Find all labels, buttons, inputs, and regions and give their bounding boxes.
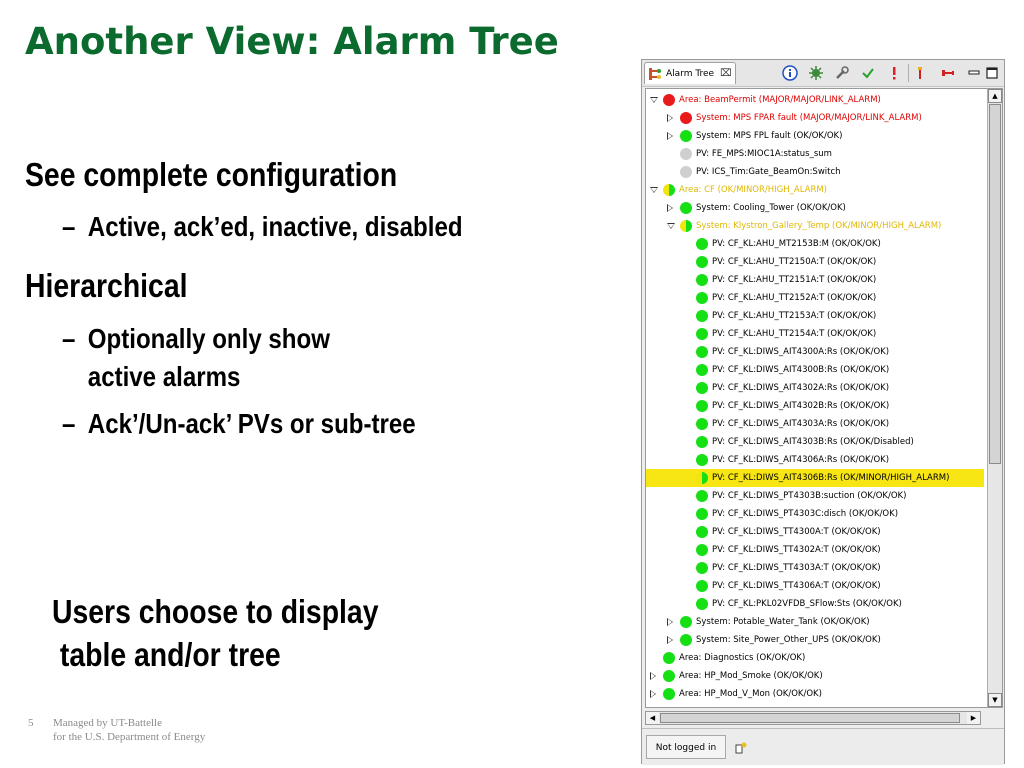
sub-bullet-optionally <box>62 320 330 358</box>
footer-line-1: Managed by UT-Battelle <box>53 717 162 729</box>
tree-row[interactable] <box>646 91 984 109</box>
scroll-down-icon[interactable]: ▼ <box>988 693 1002 707</box>
tree-row[interactable] <box>646 577 984 595</box>
status-green-icon <box>663 670 675 682</box>
tree-row[interactable] <box>646 649 984 667</box>
status-green-icon <box>696 562 708 574</box>
page-number: 5 <box>28 717 34 729</box>
link-icon[interactable] <box>940 65 956 81</box>
expand-icon[interactable] <box>667 618 673 626</box>
tree-row-label: PV: CF_KL:DIWS_AIT4300A:Rs (OK/OK/OK) <box>712 347 890 357</box>
status-green-icon <box>696 508 708 520</box>
collapse-icon[interactable] <box>650 187 658 193</box>
tree-row[interactable] <box>646 145 984 163</box>
tree-row[interactable] <box>646 361 984 379</box>
status-green-icon <box>696 328 708 340</box>
tree-row-label: PV: CF_KL:DIWS_AIT4300B:Rs (OK/OK/OK) <box>712 365 890 375</box>
status-green-icon <box>696 490 708 502</box>
login-status: Not logged in <box>646 735 726 759</box>
tree-row[interactable] <box>646 667 984 685</box>
tree-row-label: System: Klystron_Gallery_Temp (OK/MINOR/HIGH_ALARM) <box>696 221 942 231</box>
tree-row-label: PV: CF_KL:DIWS_AIT4303B:Rs (OK/OK/Disabled) <box>712 437 914 447</box>
tree-row[interactable] <box>646 217 984 235</box>
tree-row[interactable] <box>646 253 984 271</box>
tree-row[interactable] <box>646 505 984 523</box>
tree-row-label: Area: HP_Mod_V_Mon (OK/OK/OK) <box>679 689 822 699</box>
alarm-tree[interactable] <box>645 88 1003 708</box>
maximize-icon[interactable] <box>984 65 1000 81</box>
tree-row[interactable] <box>646 415 984 433</box>
tree-row-label: System: Site_Power_Other_UPS (OK/OK/OK) <box>696 635 881 645</box>
tree-row[interactable] <box>646 163 984 181</box>
tree-row-label: System: Potable_Water_Tank (OK/OK/OK) <box>696 617 870 627</box>
tree-row[interactable] <box>646 343 984 361</box>
dash-marker: – <box>62 211 76 242</box>
tree-row[interactable] <box>646 379 984 397</box>
callout-text <box>52 590 378 676</box>
tree-row-label: PV: CF_KL:AHU_TT2152A:T (OK/OK/OK) <box>712 293 877 303</box>
status-red-icon <box>680 112 692 124</box>
wrench-icon[interactable] <box>834 65 850 81</box>
dash-marker: – <box>62 408 76 439</box>
sub-bullet-ack-unack <box>62 405 416 443</box>
tree-row-label: PV: CF_KL:DIWS_TT4300A:T (OK/OK/OK) <box>712 527 881 537</box>
status-gray-icon <box>680 148 692 160</box>
status-yellow-half-icon <box>696 472 708 484</box>
status-green-icon <box>696 454 708 466</box>
status-green-icon <box>680 202 692 214</box>
tree-row-label: PV: CF_KL:DIWS_AIT4302A:Rs (OK/OK/OK) <box>712 383 890 393</box>
dash-marker: – <box>62 323 76 354</box>
bullet-hierarchical: Hierarchical <box>25 267 188 304</box>
tree-row-label: PV: CF_KL:DIWS_PT4303C:disch (OK/OK/OK) <box>712 509 899 519</box>
tree-row-label: System: MPS FPL fault (OK/OK/OK) <box>696 131 843 141</box>
tree-row-label: PV: CF_KL:DIWS_AIT4306A:Rs (OK/OK/OK) <box>712 455 890 465</box>
tree-row[interactable] <box>646 109 984 127</box>
tree-row[interactable] <box>646 433 984 451</box>
status-green-icon <box>696 274 708 286</box>
tree-row[interactable] <box>646 289 984 307</box>
status-green-icon <box>696 238 708 250</box>
collapse-icon[interactable] <box>667 223 675 229</box>
tree-row-label: PV: CF_KL:DIWS_AIT4302B:Rs (OK/OK/OK) <box>712 401 890 411</box>
status-green-icon <box>696 400 708 412</box>
tree-row-label: Area: BeamPermit (MAJOR/MAJOR/LINK_ALARM) <box>679 95 881 105</box>
callout-line-2: table and/or tree <box>52 636 281 673</box>
sub-bullet-text: Optionally only show <box>87 323 330 354</box>
tree-row-label: System: Cooling_Tower (OK/OK/OK) <box>696 203 846 213</box>
scroll-left-icon[interactable]: ◀ <box>646 712 659 724</box>
tree-row-label: PV: CF_KL:DIWS_PT4303B:suction (OK/OK/OK) <box>712 491 907 501</box>
status-green-icon <box>696 418 708 430</box>
login-icon[interactable] <box>734 741 748 755</box>
status-green-icon <box>696 292 708 304</box>
tree-row[interactable] <box>646 271 984 289</box>
check-icon[interactable] <box>860 65 876 81</box>
slide-title: Another View: Alarm Tree <box>25 20 559 63</box>
tree-row-label: PV: CF_KL:AHU_TT2150A:T (OK/OK/OK) <box>712 257 877 267</box>
tree-row-label: PV: ICS_Tim:Gate_BeamOn:Switch <box>696 167 841 177</box>
tree-row[interactable] <box>646 325 984 343</box>
sub-bullet-text: active alarms <box>87 361 241 392</box>
tree-row-label: Area: CF (OK/MINOR/HIGH_ALARM) <box>679 185 827 195</box>
tree-row-label: PV: CF_KL:DIWS_TT4306A:T (OK/OK/OK) <box>712 581 881 591</box>
sub-bullet-optionally-cont <box>62 358 240 396</box>
tree-row-label: PV: CF_KL:AHU_TT2154A:T (OK/OK/OK) <box>712 329 877 339</box>
status-green-icon <box>696 346 708 358</box>
alarm-tree-view <box>641 59 1005 764</box>
scroll-right-icon[interactable]: ▶ <box>967 712 980 724</box>
status-green-icon <box>696 580 708 592</box>
tree-row[interactable] <box>646 469 984 487</box>
bullet-complete-configuration: See complete configuration <box>25 156 398 193</box>
status-green-icon <box>696 364 708 376</box>
tree-row[interactable] <box>646 181 984 199</box>
hscroll-thumb[interactable] <box>660 713 960 723</box>
status-green-icon <box>696 310 708 322</box>
expand-icon[interactable] <box>650 672 656 680</box>
status-green-icon <box>663 688 675 700</box>
tree-row-label: System: MPS FPAR fault (MAJOR/MAJOR/LINK_ALARM) <box>696 113 922 123</box>
tab-alarm-tree[interactable] <box>644 62 736 84</box>
tree-row[interactable] <box>646 559 984 577</box>
tree-row-label: PV: CF_KL:PKL02VFDB_SFlow:Sts (OK/OK/OK) <box>712 599 902 609</box>
status-green-icon <box>696 382 708 394</box>
callout-line-1: Users choose to display <box>52 593 379 630</box>
tree-row[interactable] <box>646 613 984 631</box>
expand-icon[interactable] <box>667 132 673 140</box>
alarm-tree-icon <box>648 67 662 81</box>
tab-label: Alarm Tree <box>666 68 715 79</box>
status-green-icon <box>696 526 708 538</box>
red-marker-icon[interactable] <box>912 65 928 81</box>
tree-row[interactable] <box>646 199 984 217</box>
expand-icon[interactable] <box>667 204 673 212</box>
tree-row-label: PV: CF_KL:DIWS_TT4302A:T (OK/OK/OK) <box>712 545 881 555</box>
scroll-up-icon[interactable]: ▲ <box>988 89 1002 103</box>
close-icon[interactable]: ⌧ <box>720 68 732 79</box>
exclamation-icon[interactable] <box>886 65 902 81</box>
tree-row-label: PV: CF_KL:DIWS_AIT4303A:Rs (OK/OK/OK) <box>712 419 890 429</box>
status-green-icon <box>696 256 708 268</box>
sub-bullet-active-acked <box>62 208 463 246</box>
tree-row-label: PV: FE_MPS:MIOC1A:status_sum <box>696 149 832 159</box>
status-yellow-half-icon <box>680 220 692 232</box>
tree-row[interactable] <box>646 127 984 145</box>
info-icon[interactable] <box>782 65 798 81</box>
status-green-icon <box>696 544 708 556</box>
tree-row-label: PV: CF_KL:DIWS_TT4303A:T (OK/OK/OK) <box>712 563 881 573</box>
tree-row-label: PV: CF_KL:AHU_MT2153B:M (OK/OK/OK) <box>712 239 881 249</box>
tree-row[interactable] <box>646 451 984 469</box>
config-icon[interactable] <box>808 65 824 81</box>
status-bar <box>642 728 1004 765</box>
tree-row[interactable] <box>646 595 984 613</box>
collapse-icon[interactable] <box>650 97 658 103</box>
expand-icon[interactable] <box>667 636 673 644</box>
expand-icon[interactable] <box>667 114 673 122</box>
status-green-icon <box>680 634 692 646</box>
tree-row[interactable] <box>646 631 984 649</box>
vertical-scrollbar[interactable] <box>987 89 1002 707</box>
tree-row[interactable] <box>646 235 984 253</box>
status-green-icon <box>663 652 675 664</box>
expand-icon[interactable] <box>650 690 656 698</box>
tree-row-label: PV: CF_KL:DIWS_AIT4306B:Rs (OK/MINOR/HIGH_ALARM) <box>712 473 950 483</box>
tree-row[interactable] <box>646 307 984 325</box>
tree-row[interactable] <box>646 523 984 541</box>
status-yellow-half-icon <box>663 184 675 196</box>
tree-row[interactable] <box>646 685 984 703</box>
tree-row-label: PV: CF_KL:AHU_TT2153A:T (OK/OK/OK) <box>712 311 877 321</box>
status-gray-icon <box>680 166 692 178</box>
tree-row-label: PV: CF_KL:AHU_TT2151A:T (OK/OK/OK) <box>712 275 877 285</box>
horizontal-scrollbar[interactable] <box>645 711 981 725</box>
status-green-icon <box>696 598 708 610</box>
status-green-icon <box>680 616 692 628</box>
sub-bullet-text: Active, ack’ed, inactive, disabled <box>87 211 463 242</box>
footer-line-2: for the U.S. Department of Energy <box>53 731 206 743</box>
minimize-icon[interactable] <box>966 65 982 81</box>
scroll-thumb[interactable] <box>989 104 1001 464</box>
toolbar-separator <box>908 64 909 82</box>
status-green-icon <box>680 130 692 142</box>
tree-row[interactable] <box>646 487 984 505</box>
status-red-icon <box>663 94 675 106</box>
sub-bullet-text: Ack’/Un-ack’ PVs or sub-tree <box>87 408 416 439</box>
status-green-icon <box>696 436 708 448</box>
tree-row-label: Area: Diagnostics (OK/OK/OK) <box>679 653 806 663</box>
tree-row-label: Area: HP_Mod_Smoke (OK/OK/OK) <box>679 671 823 681</box>
tree-row[interactable] <box>646 541 984 559</box>
tree-row[interactable] <box>646 397 984 415</box>
view-tab-bar <box>642 60 1004 87</box>
